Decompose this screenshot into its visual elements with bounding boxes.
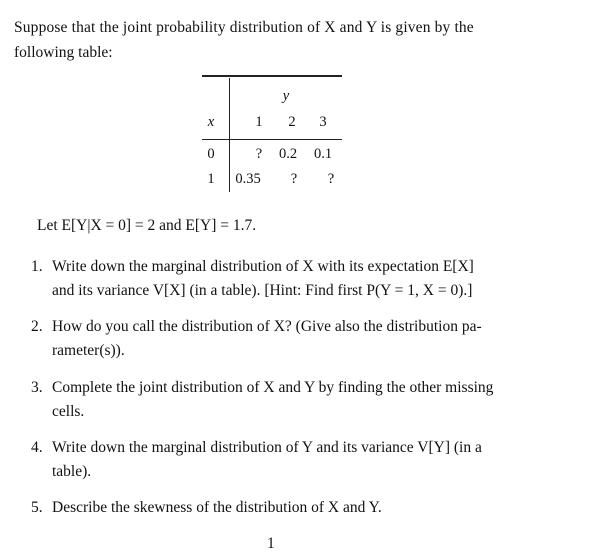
question-1-line-2: and its variance V[X] (in a table). [Hint: Find first P(Y = 1, X = 0).]	[52, 282, 473, 299]
intro-paragraph	[14, 15, 594, 65]
question-3	[31, 376, 546, 424]
question-2-line-1: How do you call the distribution of X? (Give also the distribution pa-	[52, 318, 482, 335]
cell-x0-y2: 0.2	[278, 146, 298, 162]
given-statement: Let E[Y|X = 0] = 2 and E[Y] = 1.7.	[37, 217, 257, 234]
question-1-number: 1.	[31, 258, 43, 275]
question-4-number: 4.	[31, 439, 43, 456]
page-number: 1	[267, 535, 275, 552]
intro-line-2: following table:	[14, 44, 113, 61]
question-5-line-1: Describe the skewness of the distribution of X and Y.	[52, 499, 382, 516]
table-top-rule	[202, 75, 342, 77]
question-5	[31, 496, 546, 520]
question-2	[31, 315, 546, 363]
y-axis-label: y	[282, 88, 290, 104]
question-2-line-2: rameter(s)).	[52, 342, 125, 359]
question-1	[31, 255, 546, 303]
question-3-number: 3.	[31, 379, 43, 396]
x-row-label-0: 0	[207, 146, 215, 162]
question-1-line-1: Write down the marginal distribution of X with its expectation E[X]	[52, 258, 474, 275]
cell-x0-y1: ?	[255, 146, 263, 162]
cell-x1-y3: ?	[327, 171, 335, 187]
question-4-line-1: Write down the marginal distribution of Y and its variance V[Y] (in a	[52, 439, 482, 456]
question-4	[31, 436, 546, 484]
x-axis-label: x	[207, 114, 215, 130]
x-row-label-1: 1	[207, 171, 215, 187]
question-3-line-2: cells.	[52, 403, 85, 420]
cell-x0-y3: 0.1	[313, 146, 333, 162]
question-3-line-1: Complete the joint distribution of X and Y by finding the other missing	[52, 379, 494, 396]
y-header-3: 3	[319, 114, 327, 130]
question-5-number: 5.	[31, 499, 43, 516]
question-4-line-2: table).	[52, 463, 92, 480]
y-header-2: 2	[288, 114, 296, 130]
y-header-1: 1	[255, 114, 263, 130]
table-header-rule	[202, 139, 342, 140]
intro-line-1: Suppose that the joint probability distribution of X and Y is given by the	[14, 19, 474, 36]
cell-x1-y2: ?	[290, 171, 298, 187]
question-2-number: 2.	[31, 318, 43, 335]
cell-x1-y1: 0.35	[235, 171, 261, 187]
